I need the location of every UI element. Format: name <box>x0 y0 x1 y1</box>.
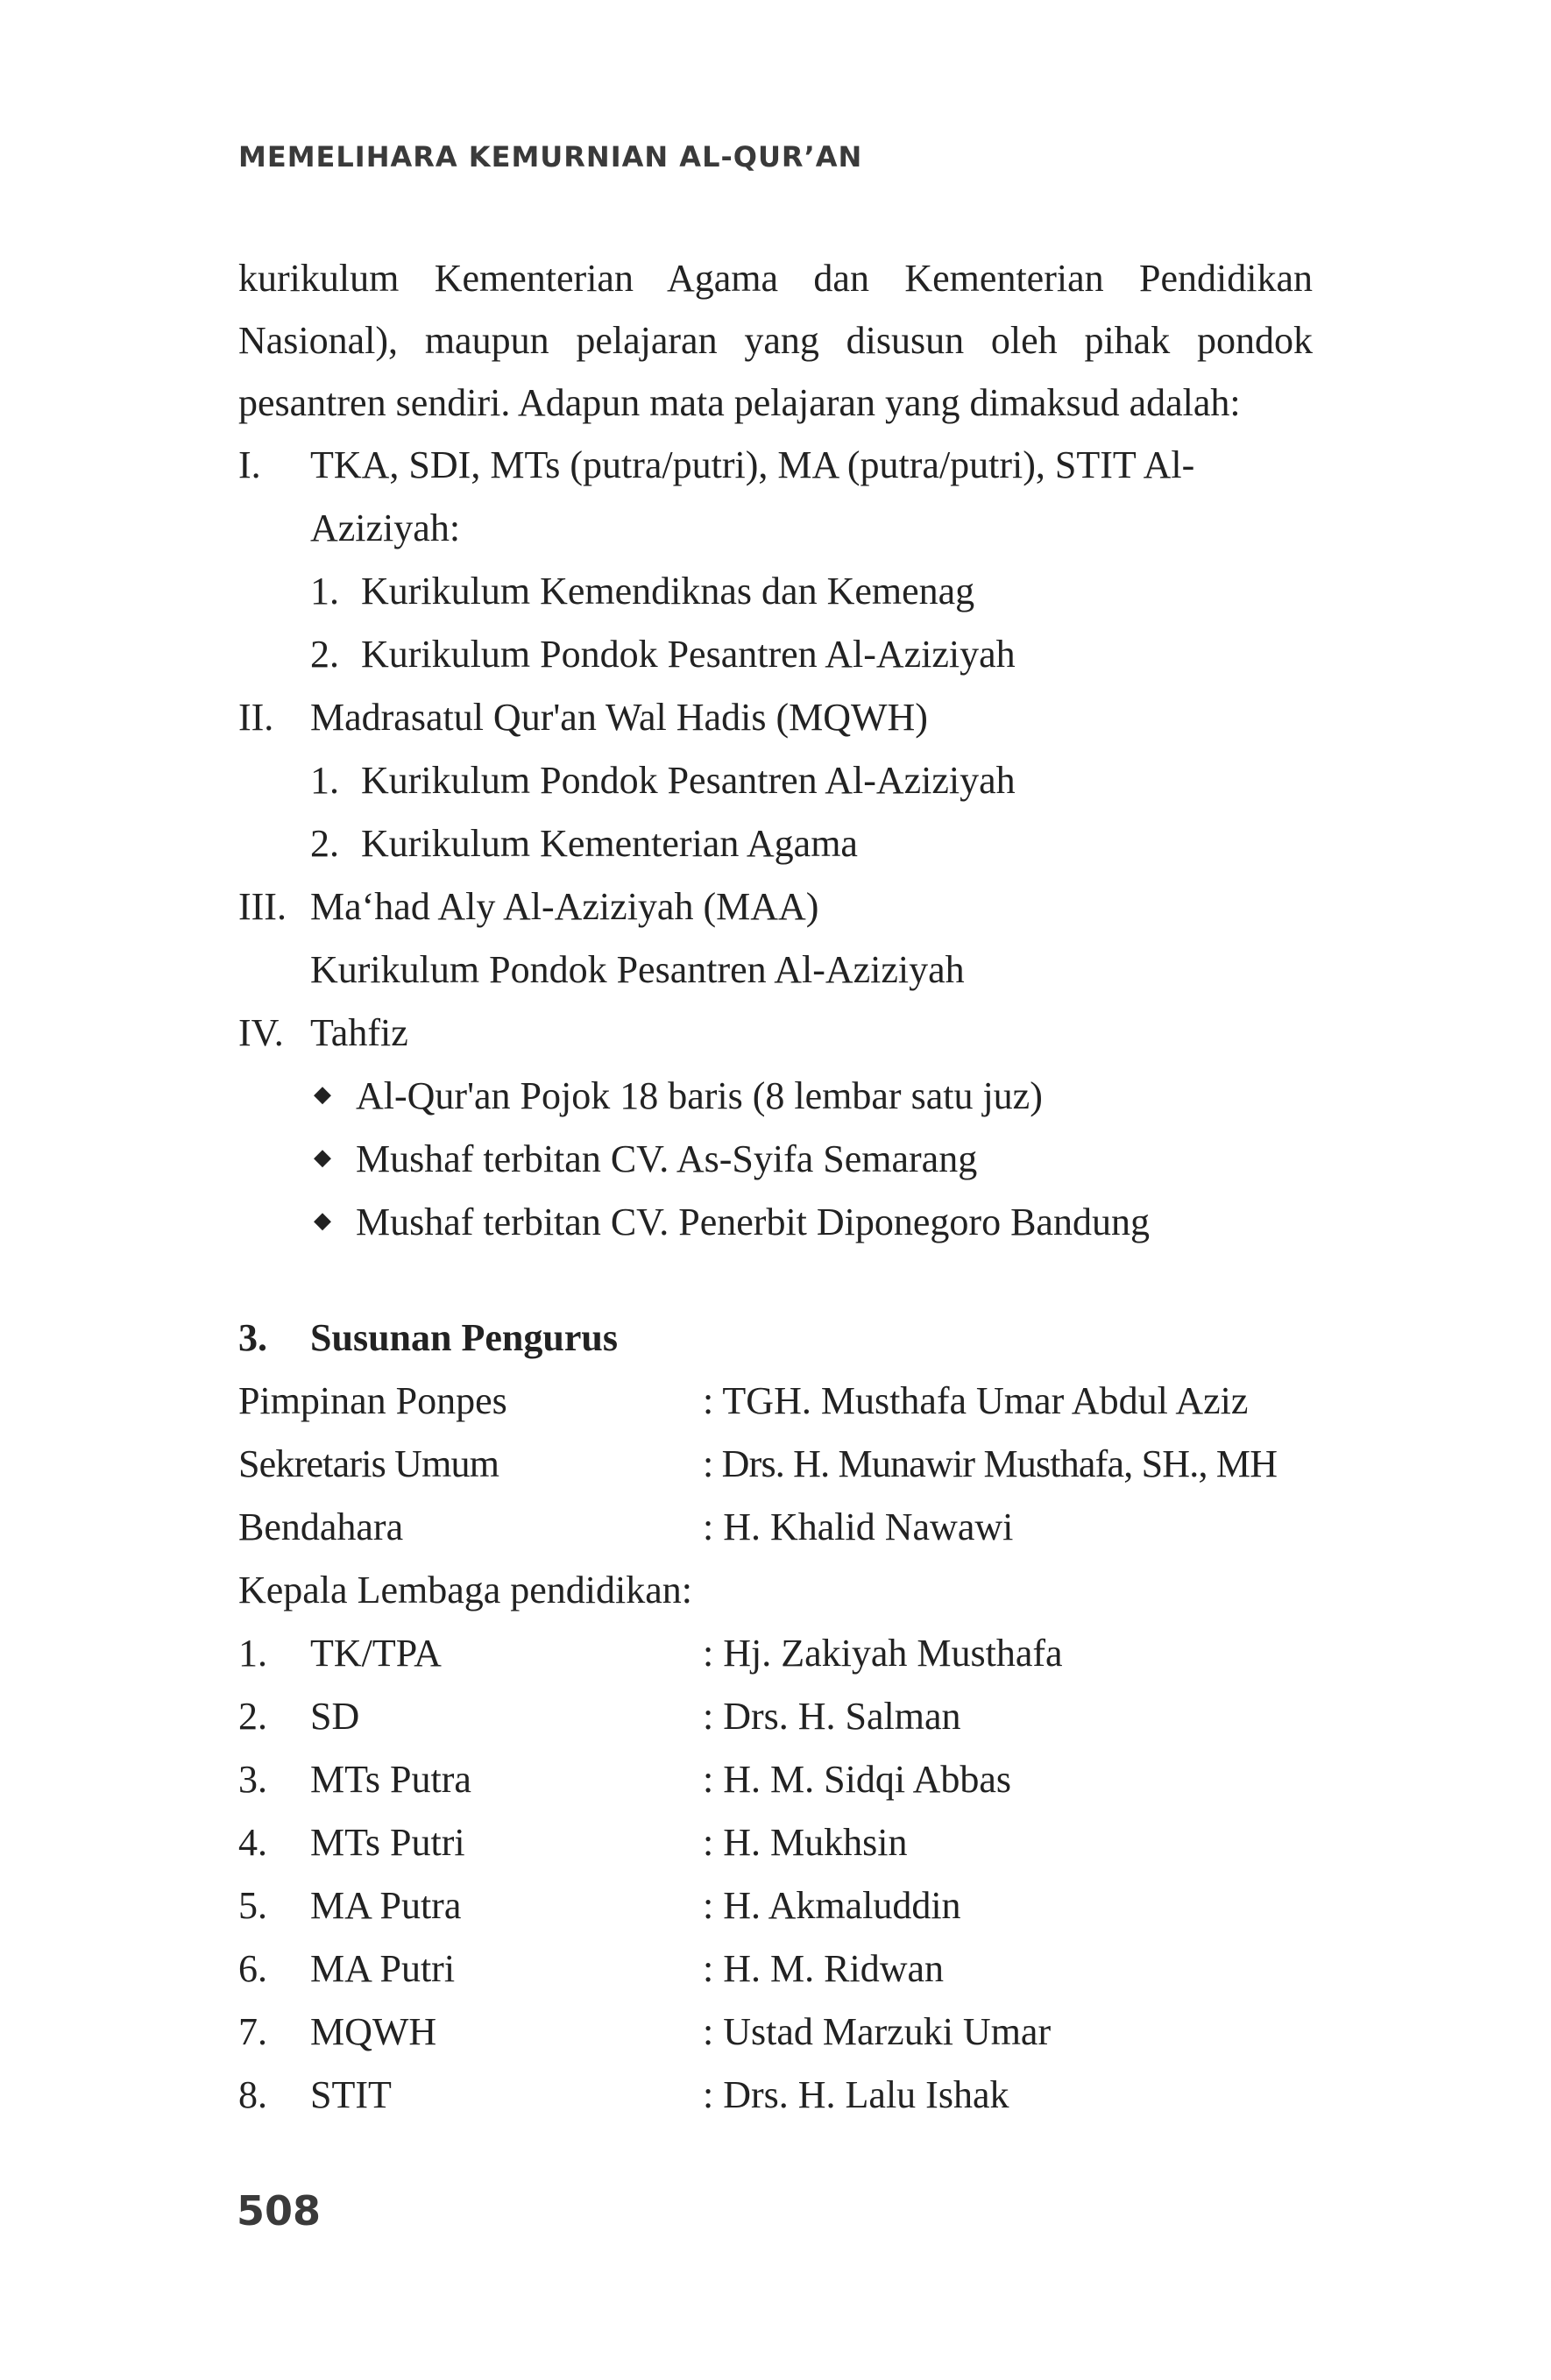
program-i-title <box>238 434 1313 497</box>
page-number: 508 <box>237 2187 322 2235</box>
heads-label: Kepala Lembaga pendidikan: <box>238 1569 693 1611</box>
head-row <box>238 1811 1313 1874</box>
head-row <box>238 1685 1313 1748</box>
officer-name: : Drs. H. Munawir Musthafa, SH., MH <box>703 1442 1278 1485</box>
head-name: : H. M. Sidqi Abbas <box>703 1758 1012 1801</box>
program-title-continuation: Aziziyah: <box>310 506 461 549</box>
program-numeral: III. <box>238 885 287 928</box>
item-text: Kurikulum Pondok Pesantren Al-Aziziyah <box>361 633 1016 676</box>
bullet-item <box>238 1128 1313 1191</box>
program-numeral: I. <box>238 443 261 486</box>
head-row <box>238 1622 1313 1685</box>
head-name: : Drs. H. Lalu Ishak <box>703 2073 1009 2116</box>
program-title: Ma‘had Aly Al-Aziziyah (MAA) <box>310 885 819 928</box>
bullet-text: Mushaf terbitan CV. As-Syifa Semarang <box>356 1137 978 1180</box>
officer-role: Pimpinan Ponpes <box>238 1379 507 1422</box>
item-text: Kurikulum Kementerian Agama <box>361 822 858 865</box>
head-unit: MTs Putra <box>310 1758 471 1801</box>
head-number: 3. <box>238 1758 267 1801</box>
head-name: : Hj. Zakiyah Musthafa <box>703 1632 1063 1675</box>
head-number: 2. <box>238 1695 267 1738</box>
program-note: Kurikulum Pondok Pesantren Al-Aziziyah <box>310 948 965 991</box>
head-number: 8. <box>238 2073 267 2116</box>
list-item <box>238 623 1313 686</box>
program-title: Tahfiz <box>310 1011 408 1054</box>
officer-name: : TGH. Musthafa Umar Abdul Aziz <box>703 1379 1249 1422</box>
item-number: 1. <box>310 759 339 802</box>
officer-row <box>238 1433 1313 1496</box>
head-unit: TK/TPA <box>310 1632 442 1675</box>
program-ii-title <box>238 686 1313 749</box>
head-number: 5. <box>238 1884 267 1927</box>
head-unit: SD <box>310 1695 360 1738</box>
item-number: 2. <box>310 822 339 865</box>
head-row <box>238 1937 1313 2001</box>
officer-role: Bendahara <box>238 1505 404 1548</box>
head-name: : H. M. Ridwan <box>703 1947 944 1990</box>
head-number: 1. <box>238 1632 267 1675</box>
head-name: : Ustad Marzuki Umar <box>703 2010 1052 2053</box>
head-unit: STIT <box>310 2073 392 2116</box>
head-name: : H. Akmaluddin <box>703 1884 961 1927</box>
section-spacer <box>238 1254 1313 1307</box>
head-name: : H. Mukhsin <box>703 1821 908 1864</box>
item-text: Kurikulum Pondok Pesantren Al-Aziziyah <box>361 759 1016 802</box>
diamond-bullet-icon: ◆ <box>314 1208 331 1233</box>
item-number: 1. <box>310 570 339 613</box>
list-item <box>238 560 1313 623</box>
section-heading <box>238 1307 1313 1370</box>
head-row <box>238 1874 1313 1937</box>
officer-row <box>238 1496 1313 1559</box>
officer-row <box>238 1370 1313 1433</box>
bullet-text: Mushaf terbitan CV. Penerbit Diponegoro Bandung <box>356 1201 1150 1243</box>
section-title: Susunan Pengurus <box>310 1316 618 1359</box>
diamond-bullet-icon: ◆ <box>314 1144 331 1170</box>
program-numeral: II. <box>238 696 274 739</box>
item-number: 2. <box>310 633 339 676</box>
head-row <box>238 2064 1313 2127</box>
running-head: MEMELIHARA KEMURNIAN AL-QUR’AN <box>238 140 863 174</box>
diamond-bullet-icon: ◆ <box>314 1081 331 1107</box>
officer-name: : H. Khalid Nawawi <box>703 1505 1014 1548</box>
section-number: 3. <box>238 1316 267 1359</box>
program-title: Madrasatul Qur'an Wal Hadis (MQWH) <box>310 696 928 739</box>
item-text: Kurikulum Kemendiknas dan Kemenag <box>361 570 975 613</box>
head-row <box>238 2001 1313 2064</box>
program-numeral: IV. <box>238 1011 284 1054</box>
bullet-text: Al-Qur'an Pojok 18 baris (8 lembar satu juz) <box>356 1074 1043 1117</box>
head-unit: MA Putri <box>310 1947 456 1990</box>
officer-role: Sekretaris Umum <box>238 1442 499 1485</box>
program-iv-title <box>238 1002 1313 1065</box>
head-name: : Drs. H. Salman <box>703 1695 961 1738</box>
head-number: 6. <box>238 1947 267 1990</box>
head-unit: MA Putra <box>310 1884 462 1927</box>
head-unit: MTs Putri <box>310 1821 465 1864</box>
program-title: TKA, SDI, MTs (putra/putri), MA (putra/putri), STIT Al- <box>310 443 1195 486</box>
head-unit: MQWH <box>310 2010 437 2053</box>
head-number: 7. <box>238 2010 267 2053</box>
list-item <box>238 812 1313 875</box>
program-iii-title <box>238 875 1313 939</box>
heads-list <box>238 1622 1313 2127</box>
head-number: 4. <box>238 1821 267 1864</box>
intro-paragraph: kurikulum Kementerian Agama dan Kementerian Pendidikan Nasional), maupun pelajaran yang disusun oleh pihak pondok pesantren sendiri. Adapun mata pelajaran yang dimaksud adalah: <box>238 257 1313 424</box>
page-body <box>238 247 1313 2127</box>
bullet-item <box>238 1065 1313 1128</box>
head-row <box>238 1748 1313 1811</box>
list-item <box>238 749 1313 812</box>
bullet-item <box>238 1191 1313 1254</box>
